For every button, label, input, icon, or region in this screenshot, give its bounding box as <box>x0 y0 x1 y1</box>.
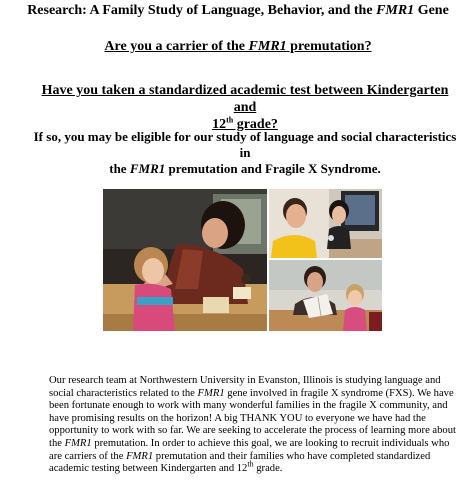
body-gene1: FMR1 <box>197 387 225 399</box>
eligibility-statement <box>30 129 460 177</box>
photo-man-and-girl-at-computer <box>269 189 382 258</box>
title-gene: FMR1 <box>376 3 415 18</box>
body-part2: gene involved in fragile X syndrome (FXS). We have been fortunate enough to work with many wonderful families in the fragile X community, and have promising results on the horizon! A big THANK YOU to everyone we have had the opportunity to work with so far. We are seeking to accelerate the process of learning more about the <box>49 387 456 449</box>
q1-suffix: premutation? <box>286 39 372 54</box>
body-part4: premutation and their families who have completed standardized academic testing between Kindergarten and 12 <box>49 450 431 475</box>
photo-collage <box>103 189 382 331</box>
body-part3: premutation. In order to achieve this goal, we are looking to recruit individuals who are carriers of the <box>49 437 450 462</box>
eligibility-line2-suffix: premutation and Fragile X Syndrome. <box>165 161 381 176</box>
q2-grade-word: grade? <box>233 117 278 132</box>
test-question <box>40 82 450 133</box>
q2-grade-num: 12 <box>212 117 227 132</box>
photo-woman-and-girl-playing <box>103 189 267 331</box>
carrier-question <box>0 38 476 55</box>
eligibility-gene: FMR1 <box>129 161 166 176</box>
body-gene2: FMR1 <box>64 437 92 449</box>
body-sup: th <box>247 459 254 469</box>
q1-gene: FMR1 <box>248 39 287 54</box>
title-suffix: Gene <box>414 3 449 18</box>
q1-prefix: Are you a carrier of the <box>104 39 249 54</box>
page-title <box>0 2 476 19</box>
q2-line1: Have you taken a standardized academic test between Kindergarten and <box>41 83 449 115</box>
eligibility-line2-prefix: the <box>109 161 130 176</box>
body-gene3: FMR1 <box>126 450 154 462</box>
title-prefix: Research: A Family Study of Language, Behavior, and the <box>27 3 377 18</box>
eligibility-line1: If so, you may be eligible for our study of language and social characteristics in <box>33 129 457 160</box>
body-part1: Our research team at Northwestern University in Evanston, Illinois is studying language and social characteristics related to the <box>49 375 441 399</box>
q2-grade-sup: th <box>226 115 234 125</box>
study-description <box>49 375 459 476</box>
photo-woman-reading-with-girl <box>269 260 382 331</box>
body-part5: grade. <box>253 463 283 475</box>
